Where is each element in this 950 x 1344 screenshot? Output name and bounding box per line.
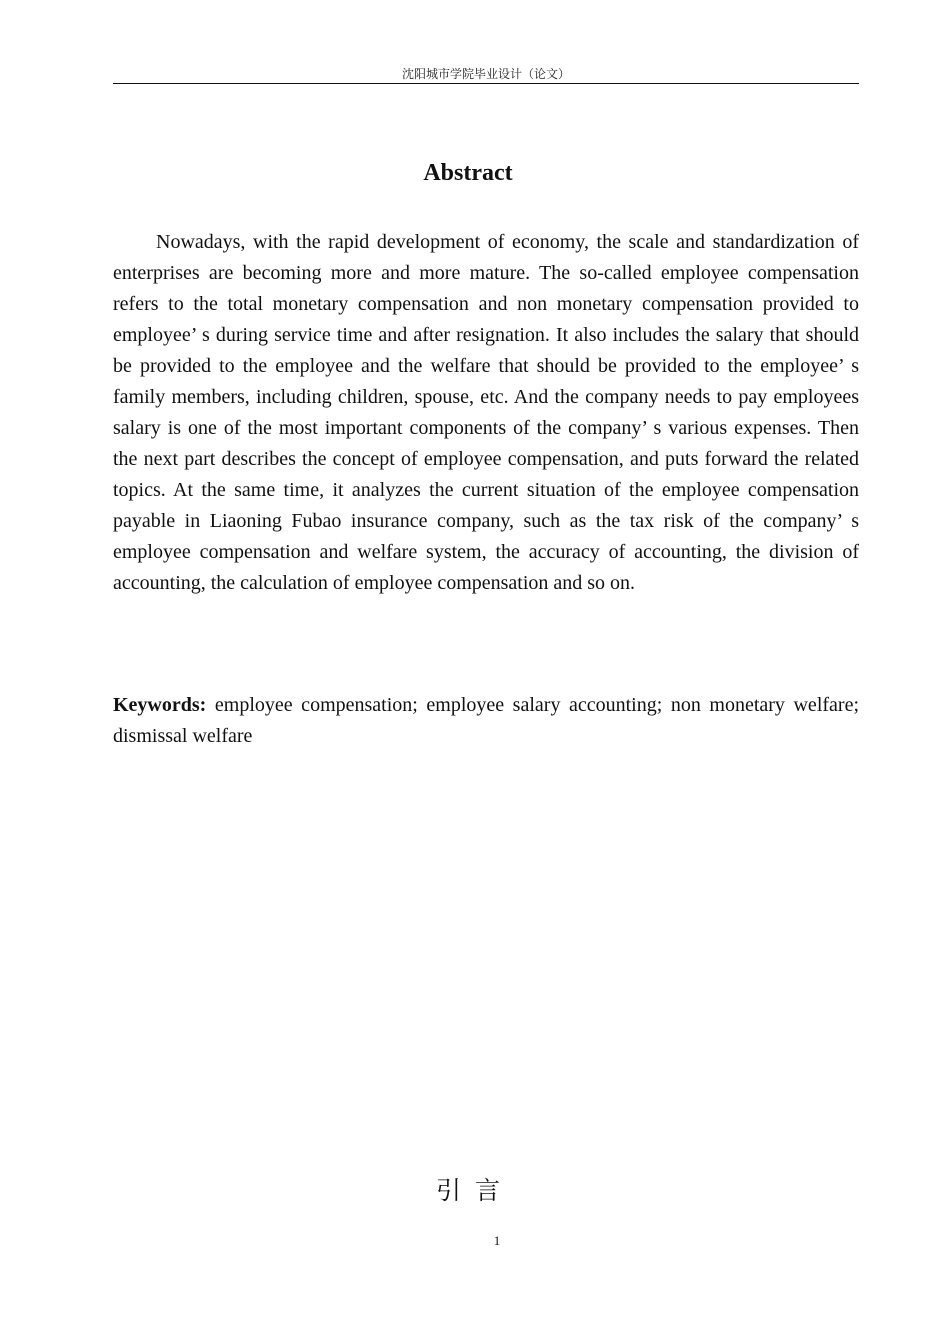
keywords-paragraph — [113, 690, 859, 752]
keywords-label: Keywords: — [113, 694, 207, 716]
abstract-title: Abstract — [423, 160, 513, 186]
abstract-body: Nowadays, with the rapid development of economy, the scale and standardization of enterprises are becoming more and more mature. The so-called employee compensation refers to the total monetary compensation and non monetary compensation provided to employee’ s during service time and after resignation. It also includes the salary that should be provided to the employee and the welfare that should be provided to the employee’ s family members, including children, spouse, etc. And the company needs to pay employees salary is one of the most important components of the company’ s various expenses. Then the next part describes the concept of employee compensation, and puts forward the related topics. At the same time, it analyzes the current situation of the employee compensation payable in Liaoning Fubao insurance company, such as the tax risk of the company’ s employee compensation and welfare system, the accuracy of accounting, the division of accounting, the calculation of employee compensation and so on. — [113, 231, 859, 594]
introduction-heading: 引言 — [435, 1176, 514, 1205]
header-rule — [113, 83, 859, 84]
page-number: 1 — [493, 1233, 501, 1248]
running-header: 沈阳城市学院毕业设计（论文） — [401, 67, 570, 81]
keywords-text: employee compensation; employee salary accounting; non monetary welfare; dismissal welfare — [113, 694, 859, 747]
